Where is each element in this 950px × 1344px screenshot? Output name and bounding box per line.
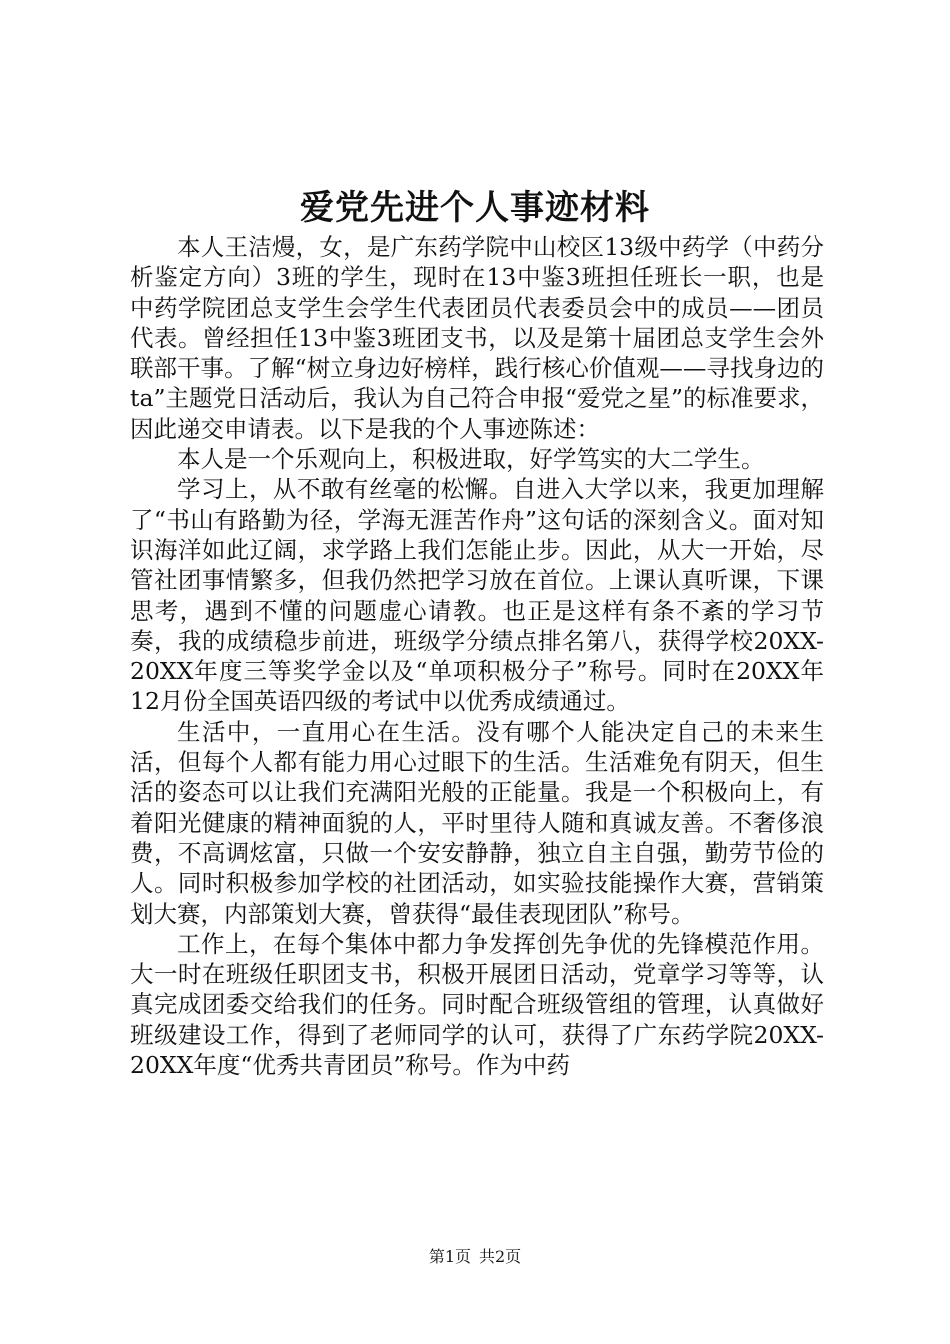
paragraph-summary: 本人是一个乐观向上，积极进取，好学笃实的大二学生。 (177, 445, 765, 474)
paragraph-life: 生活中，一直用心在生活。没有哪个人能决定自己的未来生活，但每个人都有能力用心过眼下的生活。生活难免有阴天，但生活的姿态可以让我们充满阳光般的正能量。我是一个积极向上，有着阳光健康的精神面貌的人，平时里待人随和真诚友善。不奢侈浪费，不高调炫富，只做一个安安静静，独立自主自强，勤劳节俭的人。同时积极参加学校的社团活动，如实验技能操作大赛，营销策划大赛，内部策划大赛，曾获得“最佳表现团队”称号。 (130, 717, 824, 928)
document-body (130, 232, 824, 1080)
page-number: 第1页 (428, 1247, 471, 1266)
paragraph-work: 工作上，在每个集体中都力争发挥创先争优的先锋模范作用。大一时在班级任职团支书，积极开展团日活动，党章学习等等，认真完成团委交给我们的任务。同时配合班级管组的管理，认真做好班级建设工作，得到了老师同学的认可，获得了广东药学院20XX-20XX年度“优秀共青团员”称号。作为中药 (130, 929, 824, 1080)
paragraph-intro: 本人王洁熳，女，是广东药学院中山校区13级中药学（中药分析鉴定方向）3班的学生，现时在13中鉴3班担任班长一职，也是中药学院团总支学生会学生代表团员代表委员会中的成员——团员代表。曾经担任13中鉴3班团支书，以及是第十届团总支学生会外联部干事。了解“树立身边好榜样，践行核心价值观——寻找身边的ta”主题党日活动后，我认为自己符合申报“爱党之星”的标准要求，因此递交申请表。以下是我的个人事迹陈述： (130, 233, 824, 443)
page-total: 共2页 (479, 1247, 522, 1266)
page-footer (0, 1246, 950, 1268)
document-title: 爱党先进个人事迹材料 (300, 188, 650, 228)
paragraph-study: 学习上，从不敢有丝毫的松懈。自进入大学以来，我更加理解了“书山有路勤为径，学海无涯苦作舟”这句话的深刻含义。面对知识海洋如此辽阔，求学路上我们怎能止步。因此，从大一开始，尽管社团事情繁多，但我仍然把学习放在首位。上课认真听课，下课思考，遇到不懂的问题虚心请教。也正是这样有条不紊的学习节奏，我的成绩稳步前进，班级学分绩点排名第八，获得学校20XX-20XX年度三等奖学金以及“单项积极分子”称号。同时在20XX年12月份全国英语四级的考试中以优秀成绩通过。 (130, 475, 824, 716)
